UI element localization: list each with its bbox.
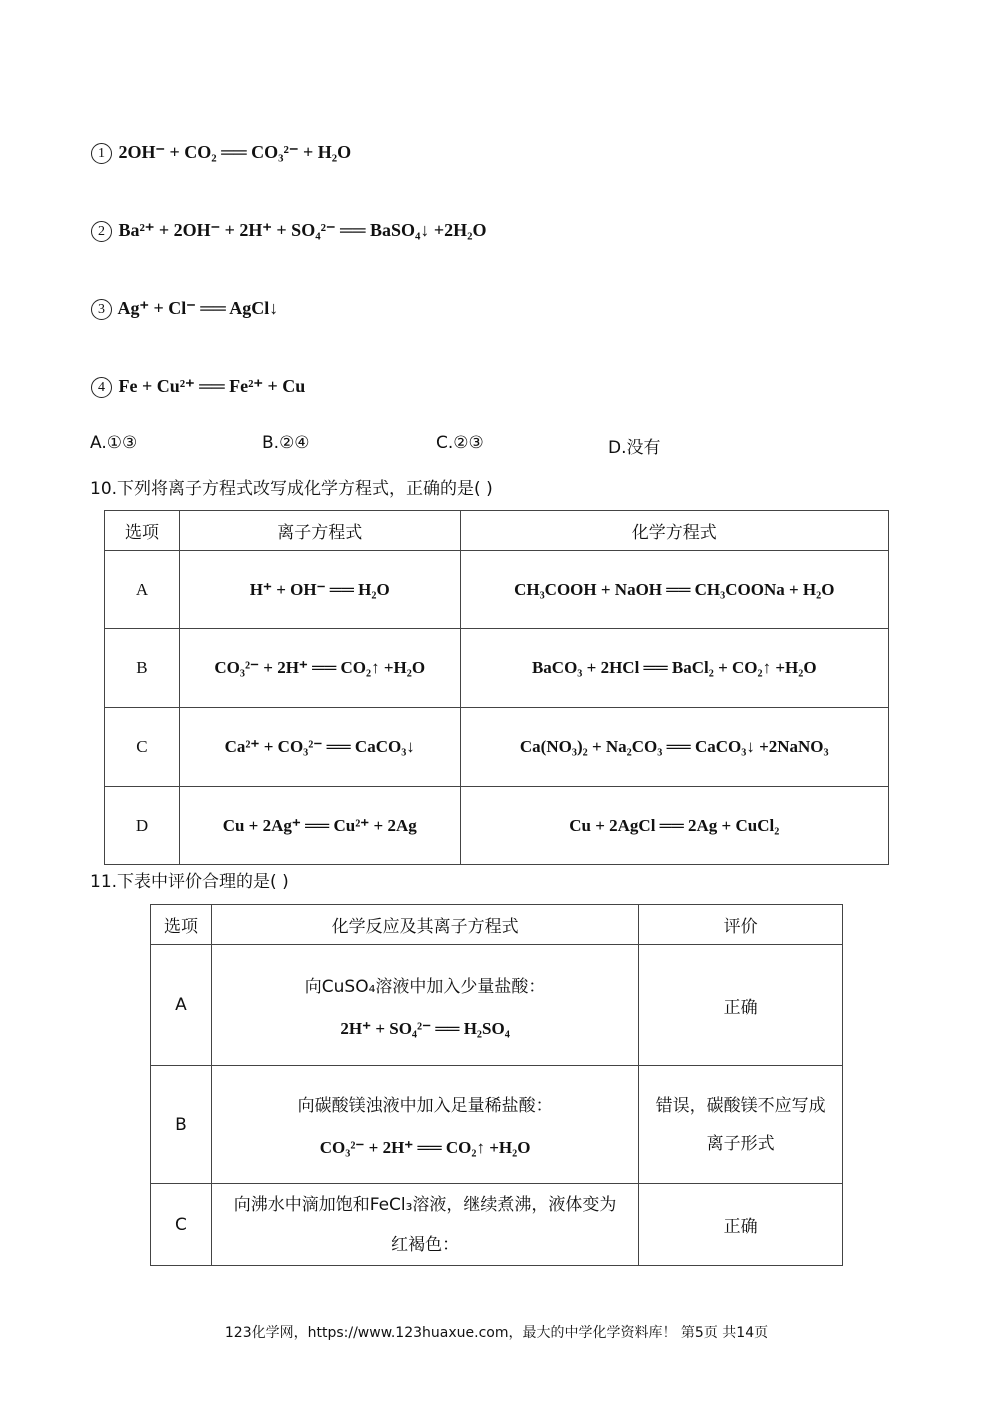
row-option: C: [151, 1184, 212, 1266]
circled-number: 4: [91, 377, 112, 398]
evaluation: 正确: [639, 1184, 843, 1266]
reaction-equation: 2H⁺ + SO₄²⁻ ══ H₂SO₄: [340, 1018, 510, 1038]
circled-number: 1: [91, 143, 112, 164]
row-option: B: [151, 1066, 212, 1184]
equation-1: [91, 142, 351, 164]
circled-number: 3: [91, 299, 112, 320]
reaction-description: 向碳酸镁浊液中加入足量稀盐酸：: [297, 1096, 553, 1116]
equation-text: Fe + Cu²⁺ ══ Fe²⁺ + Cu: [118, 376, 306, 396]
option-a: A.①③: [90, 433, 138, 453]
chemical-equation: CH₃COOH + NaOH ══ CH₃COONa + H₂O: [460, 551, 888, 629]
reaction-cell: [211, 945, 638, 1066]
table-header-row: [105, 511, 889, 551]
ionic-equation: Cu + 2Ag⁺ ══ Cu²⁺ + 2Ag: [179, 787, 460, 865]
option-b: B.②④: [262, 433, 310, 453]
q10-stem: 10.下列将离子方程式改写成化学方程式，正确的是( ): [90, 479, 493, 499]
q10-table: [104, 510, 889, 865]
evaluation: 正确: [639, 945, 843, 1066]
ionic-equation: H⁺ + OH⁻ ══ H₂O: [179, 551, 460, 629]
reaction-description: 向CuSO₄溶液中加入少量盐酸：: [304, 976, 546, 997]
option-c: C.②③: [436, 433, 484, 453]
row-option: A: [105, 551, 180, 629]
circled-number: 2: [91, 221, 112, 242]
header-evaluation: 评价: [639, 905, 843, 945]
header-option: 选项: [151, 905, 212, 945]
q11-stem: 11.下表中评价合理的是( ): [90, 872, 289, 892]
equation-text: Ba²⁺ + 2OH⁻ + 2H⁺ + SO₄²⁻ ══ BaSO₄↓ +2H₂O: [118, 220, 487, 240]
ionic-equation: CO₃²⁻ + 2H⁺ ══ CO₂↑ +H₂O: [179, 629, 460, 708]
table-header-row: [151, 905, 843, 945]
header-option: 选项: [105, 511, 180, 551]
header-ionic: 离子方程式: [179, 511, 460, 551]
reaction-description: 向沸水中滴加饱和FeCl₃溶液，继续煮沸，液体变为红褐色：: [211, 1184, 638, 1266]
chemical-equation: BaCO₃ + 2HCl ══ BaCl₂ + CO₂↑ +H₂O: [460, 629, 888, 708]
reaction-equation: CO₃²⁻ + 2H⁺ ══ CO₂↑ +H₂O: [319, 1138, 531, 1157]
equation-text: Ag⁺ + Cl⁻ ══ AgCl↓: [117, 298, 279, 318]
equation-text: 2OH⁻ + CO₂ ══ CO₃²⁻ + H₂O: [118, 142, 352, 162]
table-row: [105, 551, 889, 629]
reaction-cell: [211, 1066, 638, 1184]
equation-4: [91, 376, 305, 398]
table-row: [151, 945, 843, 1066]
row-option: B: [105, 629, 180, 708]
equation-3: [91, 298, 278, 320]
page-footer: 123化学网，https://www.123huaxue.com，最大的中学化学资料库！ 第5页 共14页: [224, 1325, 769, 1341]
evaluation: 错误，碳酸镁不应写成离子形式: [639, 1066, 843, 1184]
q11-table: [150, 904, 843, 1266]
equation-2: [91, 220, 487, 242]
table-row: [105, 708, 889, 787]
header-reaction: 化学反应及其离子方程式: [211, 905, 638, 945]
table-row: [151, 1184, 843, 1266]
table-row: [151, 1066, 843, 1184]
option-d: D.没有: [608, 438, 661, 458]
row-option: D: [105, 787, 180, 865]
row-option: A: [151, 945, 212, 1066]
row-option: C: [105, 708, 180, 787]
header-chemical: 化学方程式: [460, 511, 888, 551]
table-row: [105, 787, 889, 865]
chemical-equation: Ca(NO₃)₂ + Na₂CO₃ ══ CaCO₃↓ +2NaNO₃: [460, 708, 888, 787]
table-row: [105, 629, 889, 708]
chemical-equation: Cu + 2AgCl ══ 2Ag + CuCl₂: [460, 787, 888, 865]
ionic-equation: Ca²⁺ + CO₃²⁻ ══ CaCO₃↓: [179, 708, 460, 787]
